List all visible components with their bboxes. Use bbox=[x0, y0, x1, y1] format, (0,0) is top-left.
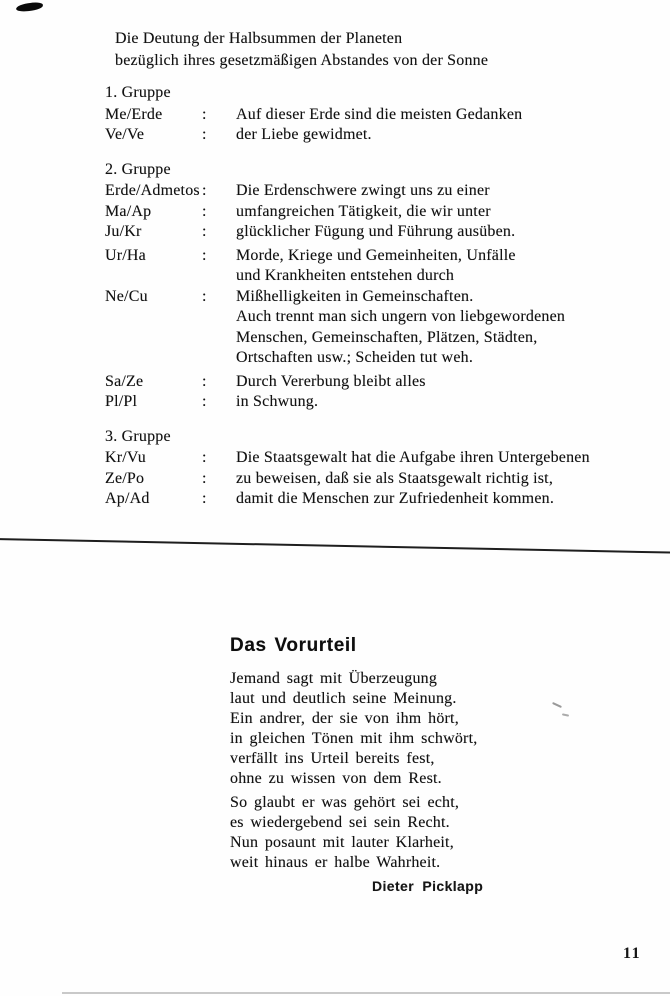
poem-stanza-1 bbox=[230, 669, 590, 789]
scan-artifact-ink-smudge bbox=[16, 2, 44, 13]
poem-line: Nun posaunt mit lauter Klarheit, bbox=[230, 834, 454, 851]
planet-pair-label bbox=[105, 348, 202, 369]
definition-row bbox=[105, 448, 665, 469]
definition-row bbox=[105, 246, 665, 267]
definition-row bbox=[105, 392, 665, 413]
colon-separator bbox=[202, 328, 236, 349]
colon-separator: : bbox=[202, 246, 207, 264]
group-3 bbox=[105, 427, 665, 510]
planet-halfsum-groups bbox=[105, 83, 665, 510]
planet-pair-label: Ur/Ha bbox=[105, 246, 146, 264]
planet-pair-label: Me/Erde bbox=[105, 105, 163, 123]
interpretation-text: zu beweisen, daß sie als Staatsgewalt richtig ist, bbox=[236, 469, 554, 487]
interpretation-text: in Schwung. bbox=[236, 393, 319, 410]
interpretation-text: Ortschaften usw.; Scheiden tut weh. bbox=[236, 349, 474, 366]
poem-line: ohne zu wissen von dem Rest. bbox=[230, 770, 442, 787]
planet-pair-label: Pl/Pl bbox=[105, 393, 138, 410]
interpretation-text: der Liebe gewidmet. bbox=[236, 126, 372, 143]
group-block-1 bbox=[105, 181, 665, 243]
colon-separator: : bbox=[202, 469, 207, 487]
group-title: 2. Gruppe bbox=[105, 160, 171, 178]
interpretation-text: Morde, Kriege und Gemeinheiten, Unfälle bbox=[236, 246, 516, 264]
group-2 bbox=[105, 160, 665, 413]
interpretation-text: Auf dieser Erde sind die meisten Gedanken bbox=[236, 105, 523, 123]
definition-row bbox=[105, 307, 665, 328]
colon-separator: : bbox=[202, 393, 207, 410]
interpretation-text: damit die Menschen zur Zufriedenheit kommen. bbox=[236, 490, 555, 507]
interpretation-text: Durch Vererbung bleibt alles bbox=[236, 372, 426, 390]
poem-line: verfällt ins Urteil bereits fest, bbox=[230, 750, 435, 767]
group-block-3 bbox=[105, 372, 665, 413]
planet-pair-label bbox=[105, 328, 202, 349]
interpretation-text: Mißhelligkeiten in Gemeinschaften. bbox=[236, 287, 474, 305]
planet-pair-label: Kr/Vu bbox=[105, 449, 146, 466]
colon-separator: : bbox=[202, 490, 207, 507]
poem-author: Dieter Picklapp bbox=[372, 878, 484, 894]
planet-pair-label bbox=[105, 307, 202, 328]
group-title: 3. Gruppe bbox=[105, 427, 171, 445]
interpretation-text: Die Erdenschwere zwingt uns zu einer bbox=[236, 182, 490, 199]
planet-pair-label: Ne/Cu bbox=[105, 287, 148, 305]
document-header bbox=[115, 28, 488, 71]
colon-separator: : bbox=[202, 202, 207, 220]
definition-row bbox=[105, 489, 665, 510]
colon-separator: : bbox=[202, 223, 207, 240]
page-number: 11 bbox=[623, 945, 642, 962]
interpretation-text: und Krankheiten entstehen durch bbox=[236, 267, 455, 284]
planet-pair-label: Ap/Ad bbox=[105, 490, 150, 507]
poem-line: laut und deutlich seine Meinung. bbox=[230, 690, 457, 707]
interpretation-text: Menschen, Gemeinschaften, Plätzen, Städten, bbox=[236, 328, 538, 346]
group-title: 1. Gruppe bbox=[105, 84, 171, 101]
document-title-line-1: Die Deutung der Halbsummen der Planeten bbox=[115, 30, 403, 47]
interpretation-text: Auch trennt man sich ungern von liebgewordenen bbox=[236, 308, 566, 325]
definition-row bbox=[105, 202, 665, 223]
definition-row bbox=[105, 328, 665, 349]
definition-row bbox=[105, 469, 665, 490]
definition-row bbox=[105, 266, 665, 287]
poem-line: So glaubt er was gehört sei echt, bbox=[230, 794, 460, 811]
definition-row bbox=[105, 222, 665, 243]
poem-title: Das Vorurteil bbox=[230, 635, 357, 656]
planet-pair-label: Ma/Ap bbox=[105, 202, 152, 220]
group-1 bbox=[105, 83, 665, 146]
colon-separator bbox=[202, 266, 236, 287]
colon-separator: : bbox=[202, 126, 207, 143]
group-block-1 bbox=[105, 105, 665, 146]
colon-separator: : bbox=[202, 287, 207, 305]
interpretation-text: umfangreichen Tätigkeit, die wir unter bbox=[236, 202, 491, 220]
poem-line: es wiedergebend sei sein Recht. bbox=[230, 814, 450, 831]
interpretation-text: glücklicher Fügung und Führung ausüben. bbox=[236, 223, 516, 240]
planet-pair-label: Erde/Admetos bbox=[105, 182, 200, 199]
planet-pair-label: Sa/Ze bbox=[105, 372, 144, 390]
group-block-1 bbox=[105, 448, 665, 510]
poem-line: Jemand sagt mit Überzeugung bbox=[230, 670, 438, 687]
definition-row bbox=[105, 181, 665, 202]
definition-row bbox=[105, 105, 665, 126]
planet-pair-label: Ju/Kr bbox=[105, 223, 142, 240]
definition-row bbox=[105, 125, 665, 146]
definition-row bbox=[105, 287, 665, 308]
interpretation-text: Die Staatsgewalt hat die Aufgabe ihren Untergebenen bbox=[236, 449, 590, 466]
colon-separator: : bbox=[202, 449, 207, 466]
colon-separator bbox=[202, 348, 236, 369]
definition-row bbox=[105, 372, 665, 393]
poem-line: weit hinaus er halbe Wahrheit. bbox=[230, 854, 441, 871]
poem-stanza-2 bbox=[230, 793, 590, 873]
scan-artifact-bottom-rule bbox=[62, 992, 670, 994]
section-divider-line bbox=[0, 538, 670, 554]
planet-pair-label: Ze/Po bbox=[105, 469, 145, 487]
colon-separator: : bbox=[202, 182, 207, 199]
planet-pair-label: Ve/Ve bbox=[105, 126, 145, 143]
group-block-2 bbox=[105, 246, 665, 369]
colon-separator: : bbox=[202, 372, 207, 390]
colon-separator: : bbox=[202, 105, 207, 123]
definition-row bbox=[105, 348, 665, 369]
poem-line: in gleichen Tönen mit ihm schwört, bbox=[230, 730, 478, 747]
poem-line: Ein andrer, der sie von ihm hört, bbox=[230, 710, 459, 727]
planet-pair-label bbox=[105, 266, 202, 287]
colon-separator bbox=[202, 307, 236, 328]
document-title-line-2: bezüglich ihres gesetzmäßigen Abstandes von der Sonne bbox=[115, 51, 489, 69]
poem-section bbox=[230, 635, 590, 895]
